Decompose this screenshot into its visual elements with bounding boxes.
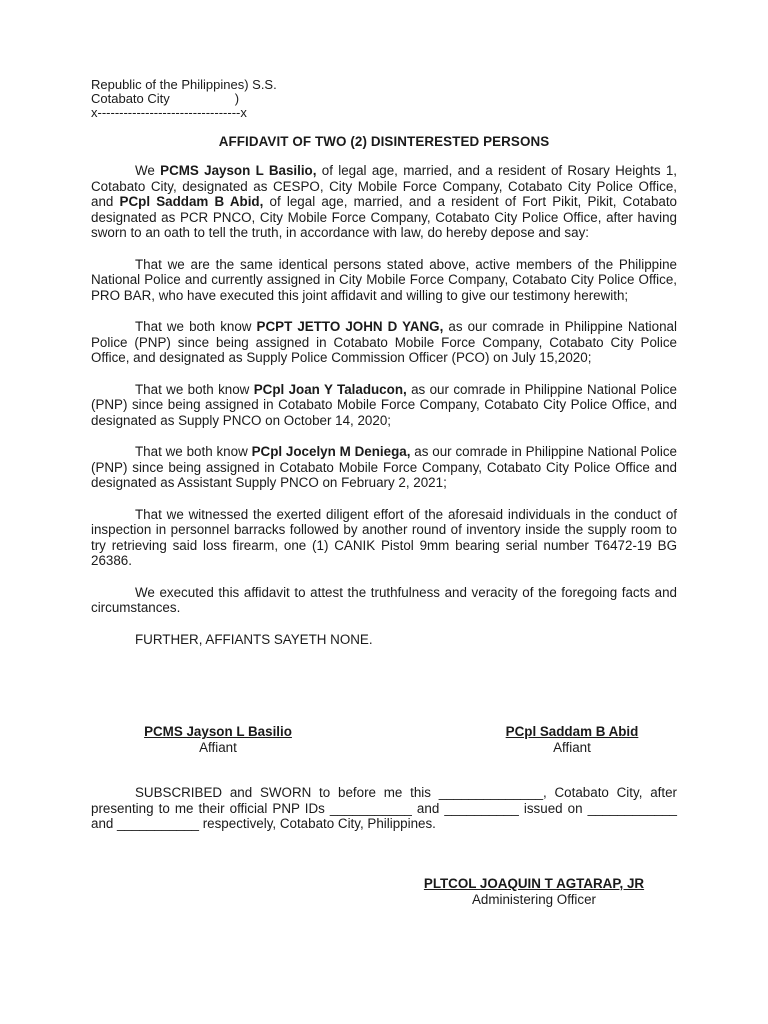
text-run: We [135,163,161,178]
text-run: That we both know [135,319,257,334]
person-name-yang: PCPT JETTO JOHN D YANG, [256,319,444,334]
venue-country-line: Republic of the Philippines) S.S. [91,77,277,92]
paragraph-know-deniega [91,444,677,491]
text-run: of legal age, married, and a resident of Fort Pikit, Pikit, Cotabato designated as PCR PNCO, City Mobile Force Company, Cotabato City Police Office, after having sworn to an oath to tell the truth, in accordance with law, do hereby depose and say: [91,194,678,240]
text-run: as our comrade in Philippine National Police (PNP) since being assigned in Cotabato Mobile Force Company, Cotabato City Police Office, and designated as Supply PNCO on October 14, 2020; [91,381,677,428]
signature-block-abid [472,724,672,755]
officer-name: PLTCOL JOAQUIN T AGTARAP, JR [423,876,645,891]
affidavit-body [91,163,677,647]
text-run: That we both know [135,381,254,397]
signature-block-basilio [118,724,318,755]
signature-block-officer [398,876,670,907]
jurat-block [91,785,677,848]
affiant-name-basilio: PCMS Jayson L Basilio, [160,163,317,178]
text-run: of legal age, married, and a resident of Rosary Heights 1, Cotabato City, designated as CESPO, City Mobile Force Company, Cotabato City Police Office, and [91,163,677,209]
document-title: AFFIDAVIT OF TWO (2) DISINTERESTED PERSONS [218,134,550,149]
jurat-paragraph: SUBSCRIBED and SWORN to before me this ______________, Cotabato City, after presenting to me their official PNP IDs ___________ and __________ issued on ____________ and ___________ respectively, Cotabato City, Philippines. [91,785,677,831]
paragraph-attestation: We executed this affidavit to attest the truthfulness and veracity of the foregoing facts and circumstances. [91,584,677,615]
venue-block [91,78,277,121]
venue-city-line: Cotabato City ) [91,91,240,107]
signatory-name: PCpl Saddam B Abid [505,724,639,739]
paragraph-further-affiants: FURTHER, AFFIANTS SAYETH NONE. [135,631,373,647]
officer-role: Administering Officer [471,891,597,907]
signatory-role: Affiant [199,739,237,755]
text-run: as our comrade in Philippine National Police (PNP) since being assigned in Cotabato Mobile Force Company, Cotabato City Police Office and designated as Assistant Supply PNCO on February 2, 2021; [91,444,678,490]
signatory-role: Affiant [553,739,591,755]
paragraph-know-taladucon [91,382,677,429]
paragraph-identity: That we are the same identical persons stated above, active members of the Philippine National Police and currently assigned in City Mobile Force Company, Cotabato City Police Office, PRO BAR, who have executed this joint affidavit and willing to give our testimony herewith; [91,256,677,303]
person-name-taladucon: PCpl Joan Y Taladucon, [253,381,407,397]
affiant-name-abid: PCpl Saddam B Abid, [119,194,264,209]
text-run: as our comrade in Philippine National Police (PNP) since being assigned in Cotabato Mobile Force Company, Cotabato City Police Office, and designated as Supply Police Commission Officer (PCO) on July 15,2020; [91,319,677,365]
signatory-name: PCMS Jayson L Basilio [144,724,292,739]
paragraph-know-yang [91,319,677,366]
person-name-deniega: PCpl Jocelyn M Deniega, [251,444,411,459]
paragraph-affiants-intro [91,163,677,241]
text-run: That we both know [135,444,252,459]
venue-separator-line: x---------------------------------x [91,105,247,121]
paragraph-witnessed-effort: That we witnessed the exerted diligent effort of the aforesaid individuals in the conduct of inspection in personnel barracks followed by another round of inventory inside the supply room to try retrieving said loss firearm, one (1) CANIK Pistol 9mm bearing serial number T6472-19 BG 26386. [91,506,677,568]
